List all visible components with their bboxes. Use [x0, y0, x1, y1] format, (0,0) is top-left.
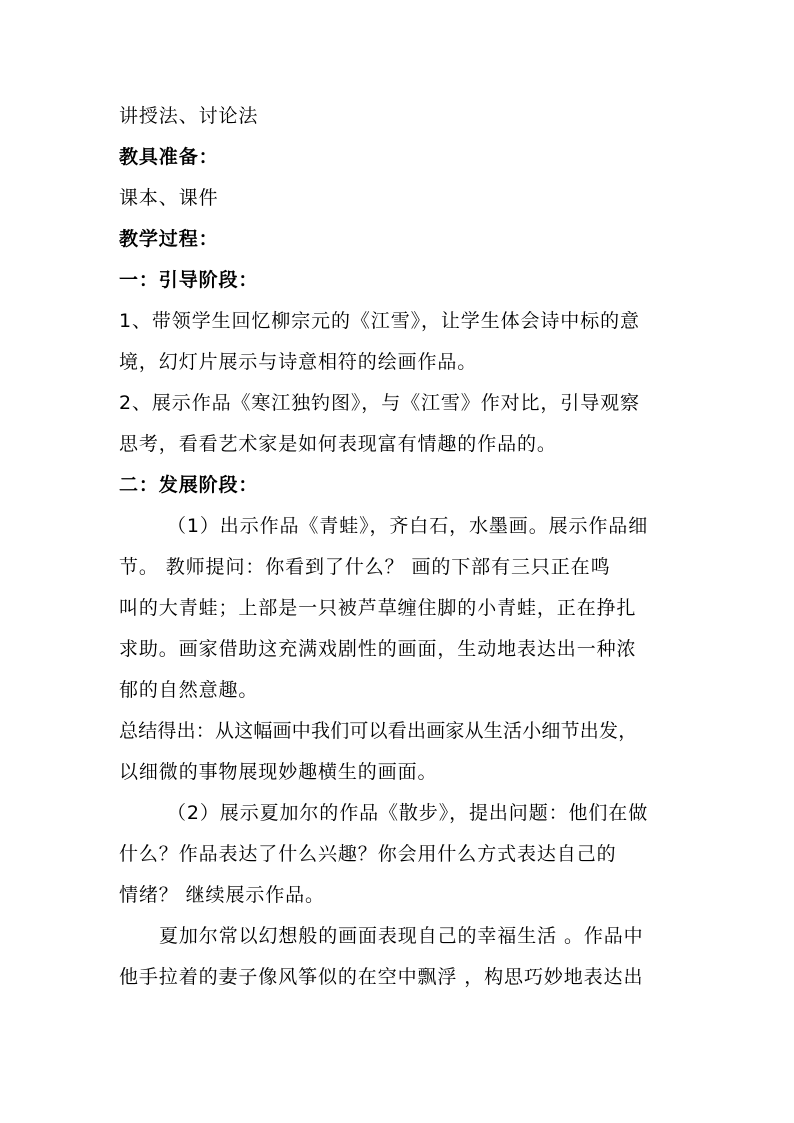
paragraph-line: 以细微的事物展现妙趣横生的画面。 — [119, 761, 438, 783]
summary-line: 总结得出：从这幅画中我们可以看出画家从生活小细节出发， — [119, 720, 638, 742]
section-one-heading: 一：引导阶段： — [119, 269, 259, 291]
paragraph-line: 节。 教师提问：你看到了什么？ 画的下部有三只正在鸣 — [119, 556, 611, 578]
section-two-heading: 二：发展阶段： — [119, 474, 259, 496]
paragraph-line: 什么？作品表达了什么兴趣？你会用什么方式表达自己的 — [119, 843, 617, 865]
paragraph-line: （1）出示作品《青蛙》，齐白石，水墨画。展示作品细 — [167, 515, 649, 537]
paragraph-line: 思考，看看艺术家是如何表现富有情趣的作品的。 — [119, 433, 557, 455]
paragraph-line: 1、带领学生回忆柳宗元的《江雪》，让学生体会诗中标的意 — [119, 310, 640, 332]
paragraph-line: 2、展示作品《寒江独钓图》，与《江雪》作对比，引导观察 — [119, 392, 640, 414]
teaching-method-text: 讲授法、讨论法 — [119, 105, 259, 127]
paragraph-line: 境，幻灯片展示与诗意相符的绘画作品。 — [119, 351, 478, 373]
teaching-process-heading: 教学过程： — [119, 228, 219, 250]
teaching-aids-heading: 教具准备： — [119, 146, 219, 168]
teaching-aids-text: 课本、课件 — [119, 187, 219, 209]
paragraph-line: 情绪？ 继续展示作品。 — [119, 884, 325, 906]
paragraph-line: 他手拉着的妻子像风筝似的在空中飘浮 ，构思巧妙地表达出 — [119, 966, 644, 988]
paragraph-line: 郁的自然意趣。 — [119, 679, 259, 701]
document-page — [119, 96, 679, 998]
paragraph-line: 求助。画家借助这充满戏剧性的画面，生动地表达出一种浓 — [119, 638, 637, 660]
paragraph-line: （2）展示夏加尔的作品《散步》，提出问题：他们在做 — [167, 802, 649, 824]
paragraph-line: 夏加尔常以幻想般的画面表现自己的幸福生活 。作品中 — [159, 925, 644, 947]
paragraph-line: 叫的大青蛙；上部是一只被芦草缠住脚的小青蛙，正在挣扎 — [119, 597, 637, 619]
